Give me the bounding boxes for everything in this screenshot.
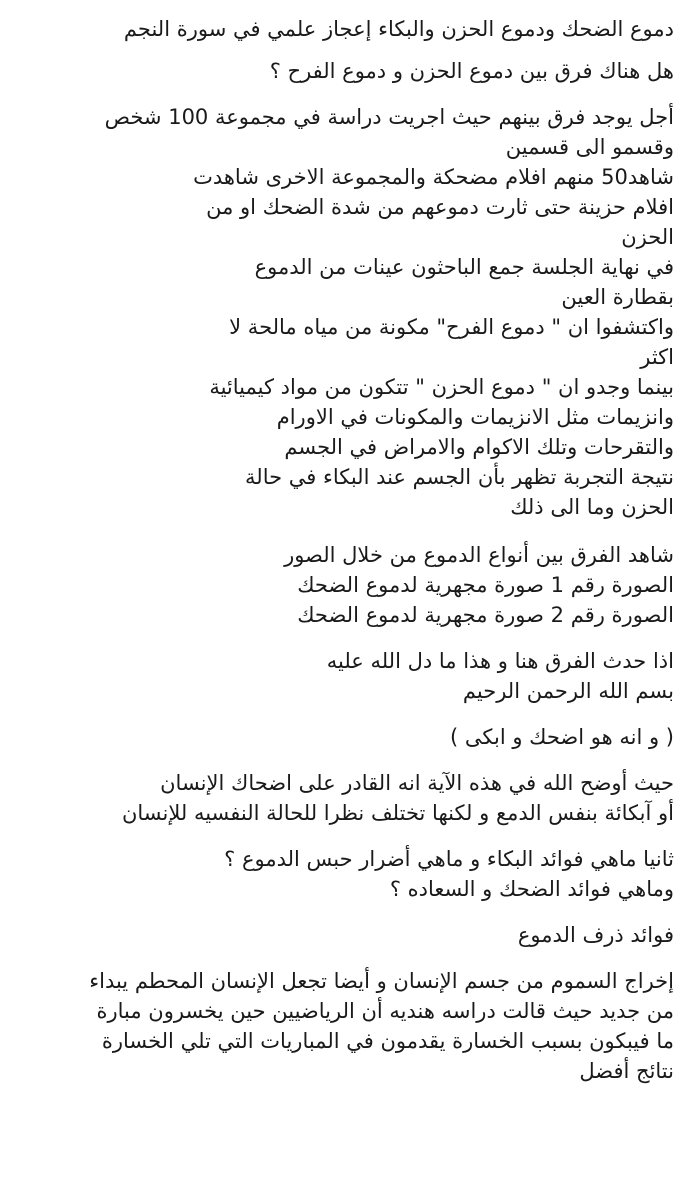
text-line: شاهد50 منهم افلام مضحكة والمجموعة الاخرى شاهدت [193, 165, 674, 189]
benefits-paragraph [10, 966, 674, 1086]
text-line: ثانيا ماهي فوائد البكاء و ماهي أضرار حبس الدموع ؟ [224, 847, 674, 871]
text-line: بسم الله الرحمن الرحيم [462, 679, 674, 703]
text-line: الحزن [621, 225, 674, 249]
text-line: إخراج السموم من جسم الإنسان و أيضا تجعل الإنسان المحطم يبداء [89, 969, 674, 993]
text-line: افلام حزينة حتى ثارت دموعهم من شدة الضحك او من [206, 195, 674, 219]
images-note-paragraph [10, 540, 674, 630]
text-line: ما فيبكون بسبب الخسارة يقدمون في المباريات التي تلي الخسارة [101, 1029, 674, 1053]
text-line: في نهاية الجلسة جمع الباحثون عينات من الدموع [254, 255, 674, 279]
explanation-paragraph [10, 768, 674, 828]
text-line: اذا حدث الفرق هنا و هذا ما دل الله عليه [326, 649, 674, 673]
text-line: بقطارة العين [561, 285, 674, 309]
text-line: نتيجة التجربة تظهر بأن الجسم عند البكاء في حالة [245, 465, 674, 489]
text-line: وماهي فوائد الضحك و السعاده ؟ [389, 877, 674, 901]
text-line: شاهد الفرق بين أنواع الدموع من خلال الصور [284, 543, 674, 567]
article-title: دموع الضحك ودموع الحزن والبكاء إعجاز علمي في سورة النجم [123, 17, 674, 41]
text-line: اكثر [640, 345, 674, 369]
proof-paragraph [10, 646, 674, 706]
text-line: نتائج أفضل [579, 1059, 674, 1083]
text-line: حيث أوضح الله في هذه الآية انه القادر على اضحاك الإنسان [160, 771, 674, 795]
text-line: الحزن وما الى ذلك [510, 495, 674, 519]
text-line: الصورة رقم 1 صورة مجهرية لدموع الضحك [297, 573, 674, 597]
text-line: بينما وجدو ان " دموع الحزن " تتكون من مواد كيميائية [209, 375, 674, 399]
study-paragraph [10, 102, 674, 522]
text-line: أجل يوجد فرق بينهم حيث اجريت دراسة في مجموعة 100 شخص [104, 105, 674, 129]
second-question-paragraph [10, 844, 674, 904]
text-line: وقسمو الى قسمين [505, 135, 674, 159]
question-line: هل هناك فرق بين دموع الحزن و دموع الفرح ؟ [269, 59, 674, 83]
text-line: أو آبكائة بنفس الدمع و لكنها تختلف نظرا للحالة النفسيه للإنسان [121, 801, 674, 825]
text-line: الصورة رقم 2 صورة مجهرية لدموع الضحك [297, 603, 674, 627]
text-line: والتقرحات وتلك الاكوام والامراض في الجسم [284, 435, 674, 459]
benefits-heading: فوائد ذرف الدموع [517, 923, 674, 947]
text-line: واكتشفوا ان " دموع الفرح" مكونة من مياه مالحة لا [229, 315, 674, 339]
text-line: وانزيمات مثل الانزيمات والمكونات في الاورام [276, 405, 674, 429]
verse-line: ( و انه هو اضحك و ابكى ) [450, 725, 674, 749]
text-line: من جديد حيث قالت دراسه هنديه أن الرياضيين حين يخسرون مبارة [96, 999, 674, 1023]
